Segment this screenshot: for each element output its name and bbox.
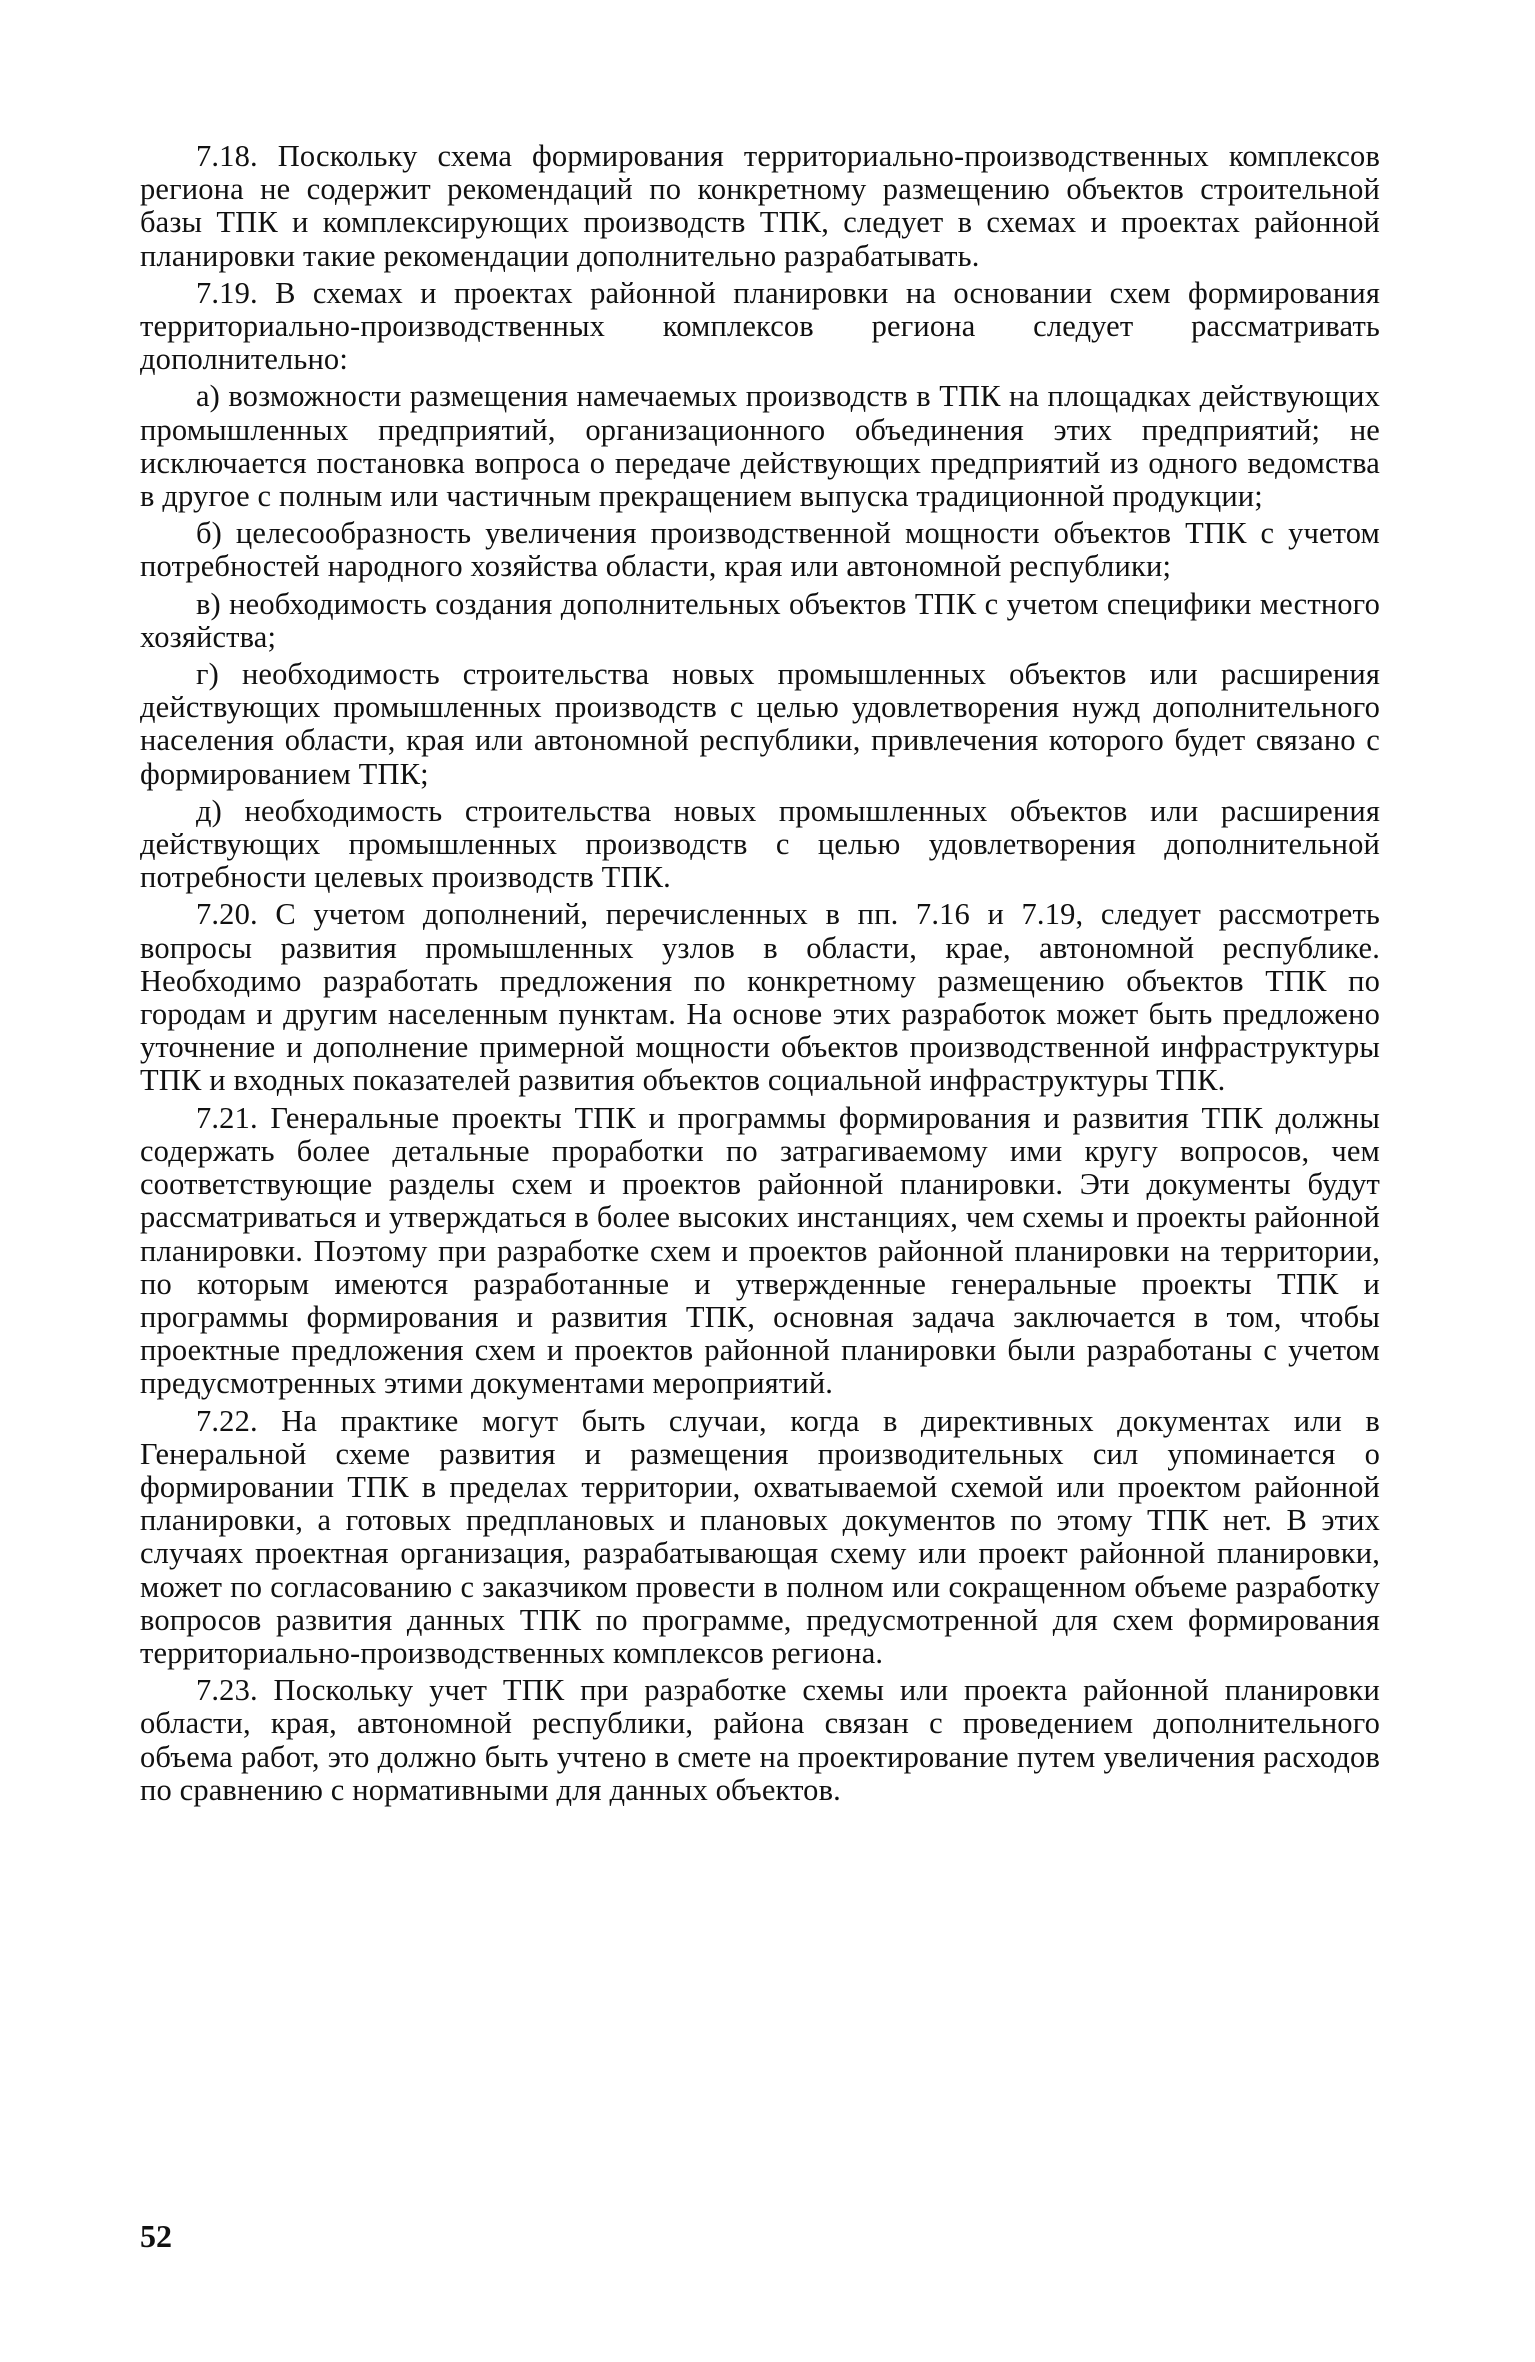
list-item-b: б) целесообразность увеличения производственной мощности объектов ТПК с учетом потребностей народного хозяйства области, края или автономной республики; bbox=[140, 516, 1380, 584]
list-item-g: г) необходимость строительства новых промышленных объектов или расширения действующих промышленных производств с целью удовлетворения нужд дополнительного населения области, края или автономной республики, привлечения которого будет связано с формированием ТПК; bbox=[140, 657, 1380, 791]
paragraph-7-19: 7.19. В схемах и проектах районной планировки на основании схем формирования территориально-производственных комплексов региона следует рассматривать дополнительно: bbox=[140, 275, 1380, 377]
list-item-d: д) необходимость строительства новых промышленных объектов или расширения действующих промышленных производств с целью удовлетворения дополнительной потребности целевых производств ТПК. bbox=[140, 793, 1380, 895]
paragraph-7-18: 7.18. Поскольку схема формирования территориально-производственных комплексов региона не содержит рекомендаций по конкретному размещению объектов строительной базы ТПК и комплексирующих производств ТПК, следует в схемах и проектах районной планировки такие рекомендации дополнительно разрабатывать. bbox=[140, 139, 1380, 273]
paragraph-7-23: 7.23. Поскольку учет ТПК при разработке схемы или проекта районной планировки области, края, автономной республики, района связан с проведением дополнительного объема работ, это должно быть учтено в смете на проектирование путем увеличения расходов по сравнению с нормативными для данных объектов. bbox=[140, 1673, 1380, 1807]
list-item-v: в) необходимость создания дополнительных объектов ТПК с учетом специфики местного хозяйства; bbox=[140, 586, 1380, 654]
paragraph-7-21: 7.21. Генеральные проекты ТПК и программы формирования и развития ТПК должны содержать более детальные проработки по затрагиваемому ими кругу вопросов, чем соответствующие разделы схем и проектов районной планировки. Эти документы будут рассматриваться и утверждаться в более высоких инстанциях, чем схемы и проекты районной планировки. Поэтому при разработке схем и проектов районной планировки на территории, по которым имеются разработанные и утвержденные генеральные проекты ТПК и программы формирования и развития ТПК, основная задача заключается в том, чтобы проектные предложения схем и проектов районной планировки были разработаны с учетом предусмотренных этими документами мероприятий. bbox=[140, 1100, 1380, 1401]
paragraph-7-20: 7.20. С учетом дополнений, перечисленных в пп. 7.16 и 7.19, следует рассмотреть вопросы развития промышленных узлов в области, крае, автономной республике. Необходимо разработать предложения по конкретному размещению объектов ТПК по городам и другим населенным пунктам. На основе этих разработок может быть предложено уточнение и дополнение примерной мощности объектов производственной инфраструктуры ТПК и входных показателей развития объектов социальной инфраструктуры ТПК. bbox=[140, 897, 1380, 1098]
paragraph-7-22: 7.22. На практике могут быть случаи, когда в директивных документах или в Генеральной схеме развития и размещения производительных сил упоминается о формировании ТПК в пределах территории, охватываемой схемой или проектом районной планировки, а готовых предплановых и плановых документов по этому ТПК нет. В этих случаях проектная организация, разрабатывающая схему или проект районной планировки, может по согласованию с заказчиком провести в полном или сокращенном объеме разработку вопросов развития данных ТПК по программе, предусмотренной для схем формирования территориально-производственных комплексов региона. bbox=[140, 1403, 1380, 1670]
page-number: 52 bbox=[140, 2218, 172, 2254]
document-page bbox=[140, 140, 1380, 1811]
list-item-a: а) возможности размещения намечаемых производств в ТПК на площадках действующих промышленных предприятий, организационного объединения этих предприятий; не исключается постановка вопроса о передаче действующих предприятий из одного ведомства в другое с полным или частичным прекращением выпуска традиционной продукции; bbox=[140, 379, 1380, 514]
